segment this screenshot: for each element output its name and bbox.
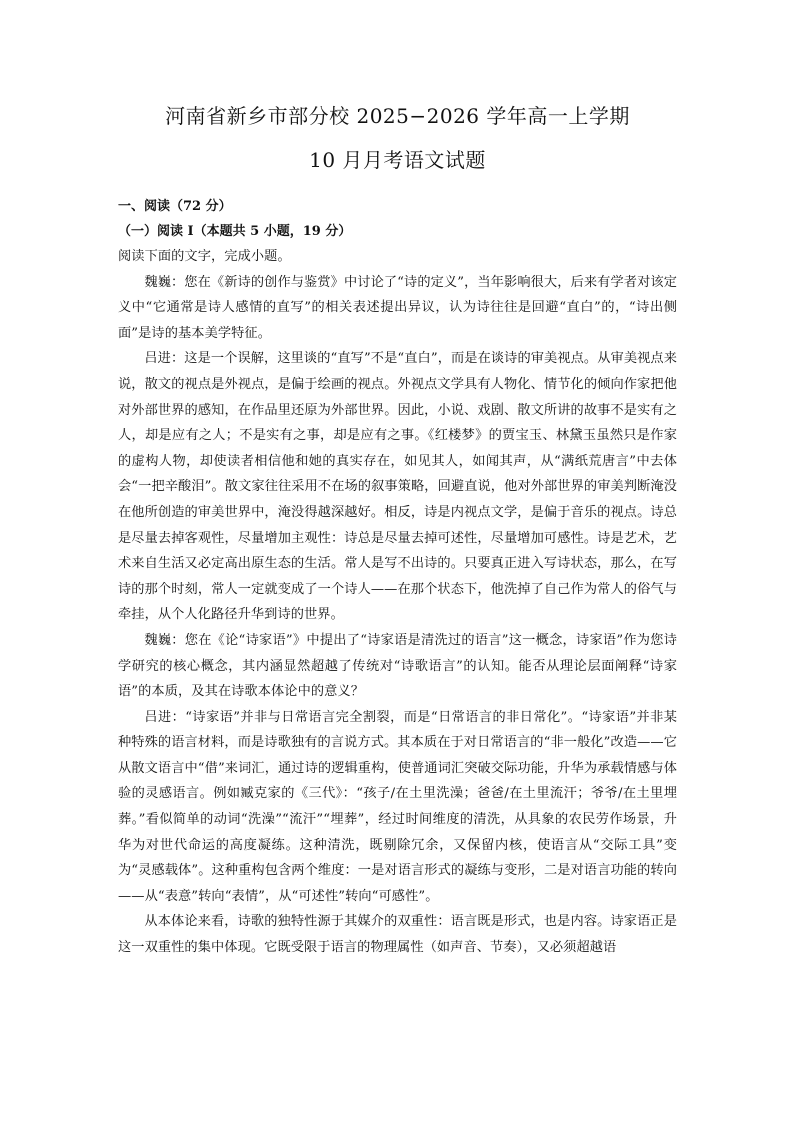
- document-title-line1: 河南省新乡市部分校 2025−2026 学年高一上学期: [165, 104, 630, 128]
- document-title-line2: 10 月月考语文试题: [309, 148, 486, 172]
- paragraph-1: 魏巍：您在《新诗的创作与鉴赏》中讨论了“诗的定义”，当年影响很大，后来有学者对该定义中“它通常是诗人感情的直写”的相关表述提出异议，认为诗往往是回避“直白”的，“诗出侧面”是诗的基本美学特征。: [118, 274, 677, 341]
- instruction-text: 阅读下面的文字，完成小题。: [118, 249, 291, 264]
- paragraph-2: 吕进：这是一个误解，这里谈的“直写”不是“直白”，而是在谈诗的审美视点。从审美视点来说，散文的视点是外视点，是偏于绘画的视点。外视点文学具有人物化、情节化的倾向作家把他对外部世界的感知，在作品里还原为外部世界。因此，小说、戏剧、散文所讲的故事不是实有之人，却是应有之人；不是实有之事，却是应有之事。《红楼梦》的贾宝玉、林黛玉虽然只是作家的虚构人物，却使读者相信他和她的真实存在，如见其人，如闻其声，从“满纸荒唐言”中去体会“一把辛酸泪”。散文家往往采用不在场的叙事策略，回避直说，他对外部世界的审美判断淹没在他所创造的审美世界中，淹没得越深越好。相反，诗是内视点文学，是偏于音乐的视点。诗总是尽量去掉客观性，尽量增加主观性：诗总是尽量去掉可述性，尽量增加可感性。诗是艺术，艺术来自生活又必定高出原生态的生活。常人是写不出诗的。只要真正进入写诗状态，那么，在写诗的那个时刻，常人一定就变成了一个诗人——在那个状态下，他洗掉了自己作为常人的俗气与牵挂，从个人化路径升华到诗的世界。: [118, 351, 677, 623]
- paragraph-5: 从本体论来看，诗歌的独特性源于其媒介的双重性：语言既是形式，也是内容。诗家语正是这一双重性的集中体现。它既受限于语言的物理属性（如声音、节奏），又必须超越语: [118, 914, 677, 956]
- paragraph-3: 魏巍：您在《论“诗家语”》中提出了“诗家语是清洗过的语言”这一概念，诗家语”作为您诗学研究的核心概念，其内涵显然超越了传统对“诗歌语言”的认知。能否从理论层面阐释“诗家语”的本质，及其在诗歌本体论中的意义？: [118, 632, 677, 700]
- paragraph-4: 吕进：“诗家语”并非与日常语言完全割裂，而是“日常语言的非日常化”。“诗家语”并非某种特殊的语言材料，而是诗歌独有的言说方式。其本质在于对日常语言的“非一般化”改造——它从散文语言中“借”来词汇，通过诗的逻辑重构，使普通词汇突破交际功能，升华为承载情感与体验的灵感语言。例如臧克家的《三代》：“孩子/在土里洗澡；爸爸/在土里流汗；爷爷/在土里埋葬。”看似简单的动词“洗澡”“流汗”“埋葬”，经过时间维度的清洗，从具象的农民劳作场景，升华为对世代命运的高度凝练。这种清洗，既剔除冗余，又保留内核，使语言从“交际工具”变为“灵感载体”。这种重构包含两个维度：一是对语言形式的凝练与变形，二是对语言功能的转向——从“表意”转向“表情”，从“可述性”转向“可感性”。: [118, 709, 677, 904]
- section-heading: 一、阅读（72 分）: [118, 199, 232, 214]
- subsection-heading: （一）阅读 I（本题共 5 小题，19 分）: [118, 224, 352, 239]
